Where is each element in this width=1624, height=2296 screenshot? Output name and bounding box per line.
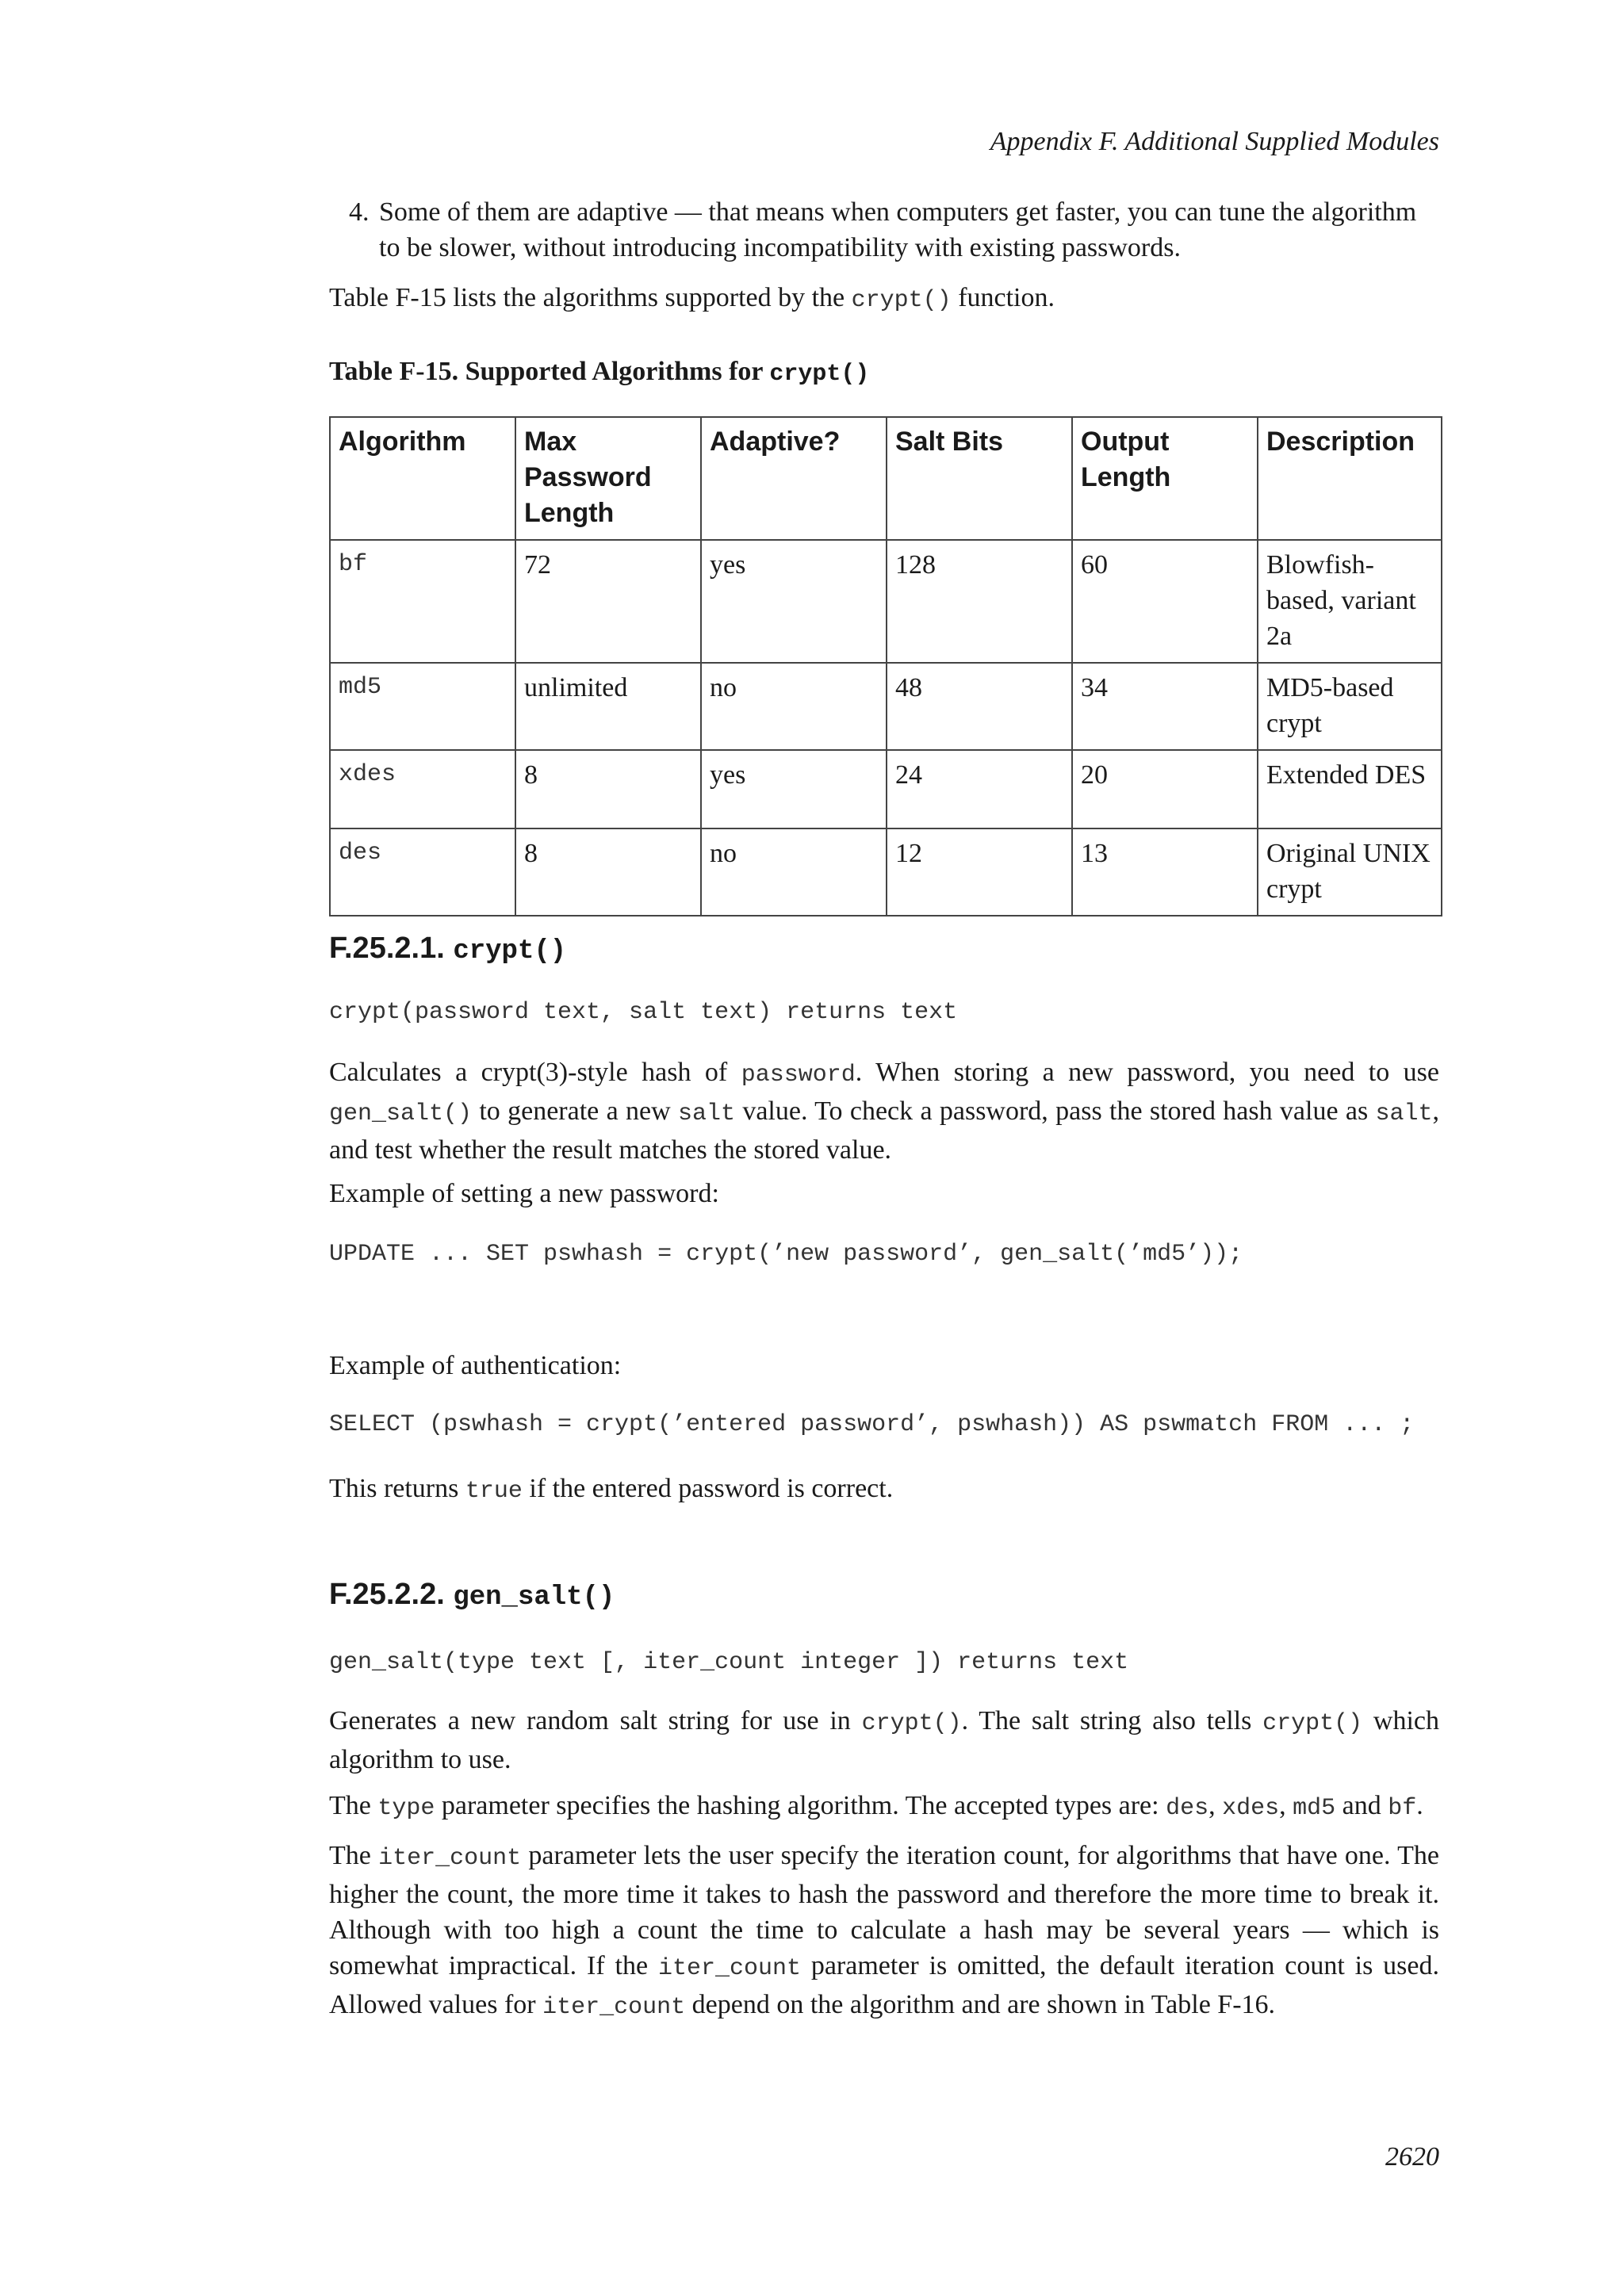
table-title-code: crypt() [769,361,870,388]
table-row [330,663,1442,750]
section-heading-crypt [329,932,566,966]
inline-code: iter_count [657,1955,801,1982]
desc-text: to generate a new [479,1096,671,1126]
para-text: depend on the algorithm and are shown in Table F-16. [691,1990,1276,2019]
section-function-name: crypt() [453,936,567,966]
para-text: parameter is omitted, the default iteration count is used. Allowed values for [329,1951,1439,2019]
header-salt-bits: Salt Bits [887,417,1072,540]
table-title [329,357,869,388]
inline-code: true [465,1478,523,1505]
cell-adaptive: yes [701,540,887,663]
cell-description: Original UNIX crypt [1258,828,1442,916]
para-text: . [1416,1791,1423,1820]
list-number: 4. [349,197,370,227]
section-heading-gen-salt [329,1578,615,1613]
header-max-password-length: Max Password Length [515,417,701,540]
cell-algorithm: xdes [330,750,515,828]
example2-label: Example of authentication: [329,1351,622,1380]
cell-max-length: unlimited [515,663,701,750]
desc-text: . When storing a new password, you need to use [855,1058,1440,1087]
example2-code: SELECT (pswhash = crypt(’entered password’, pswhash)) AS pswmatch FROM ... ; [329,1411,1415,1438]
cell-output-length: 60 [1072,540,1258,663]
list-item-4 [349,194,1439,266]
para-text: and [1342,1791,1381,1820]
section-function-name: gen_salt() [453,1582,615,1613]
inline-code: password [741,1062,856,1089]
inline-code: salt [677,1100,735,1127]
gen-salt-paragraph-3 [329,1838,1439,2026]
inline-code: iter_count [378,1845,522,1872]
cell-max-length: 8 [515,750,701,828]
inline-code: crypt() [1262,1710,1363,1737]
desc-text: Calculates a crypt(3)-style hash of [329,1058,728,1087]
cell-salt-bits: 12 [887,828,1072,916]
crypt-synopsis: crypt(password text, salt text) returns text [329,999,958,1026]
header-description: Description [1258,417,1442,540]
inline-code: iter_count [542,1994,686,2021]
intro-text: Table F-15 lists the algorithms supported by the [329,283,845,312]
crypt-description [329,1054,1439,1168]
section-number: F.25.2.1. [329,932,445,965]
cell-output-length: 13 [1072,828,1258,916]
table-row [330,750,1442,828]
cell-algorithm: des [330,828,515,916]
cell-salt-bits: 48 [887,663,1072,750]
cell-max-length: 8 [515,828,701,916]
inline-code: md5 [1293,1795,1336,1822]
cell-adaptive: no [701,663,887,750]
algorithms-table [329,416,1442,916]
table-row [330,828,1442,916]
para-text: Generates a new random salt string for use in [329,1706,851,1735]
inline-code: bf [1388,1795,1417,1822]
page-number: 2620 [1385,2142,1439,2172]
cell-output-length: 34 [1072,663,1258,750]
returns-text: if the entered password is correct. [529,1474,894,1503]
cell-salt-bits: 128 [887,540,1072,663]
desc-text: , and test whether the result matches the stored value. [329,1096,1440,1165]
header-output-length: Output Length [1072,417,1258,540]
cell-description: Extended DES [1258,750,1442,828]
gen-salt-paragraph-1 [329,1703,1439,1777]
table-title-text: Table F-15. Supported Algorithms for [329,357,763,386]
section-number: F.25.2.2. [329,1578,445,1611]
inline-code: salt [1375,1100,1433,1127]
cell-algorithm: bf [330,540,515,663]
gen-salt-paragraph-2 [329,1788,1439,1827]
desc-text: value. To check a password, pass the stored hash value as [742,1096,1369,1126]
inline-code: xdes [1222,1795,1280,1822]
gen-salt-synopsis: gen_salt(type text [, iter_count integer ]) returns text [329,1649,1129,1676]
cell-algorithm: md5 [330,663,515,750]
returns-paragraph [329,1471,1439,1510]
inline-code: crypt() [851,287,952,314]
para-text: The [329,1791,371,1820]
inline-code: crypt() [861,1710,962,1737]
cell-salt-bits: 24 [887,750,1072,828]
returns-text: This returns [329,1474,459,1503]
para-text: . The salt string also tells [961,1706,1252,1735]
example1-label: Example of setting a new password: [329,1179,719,1208]
inline-code: type [377,1795,435,1822]
intro-text-end: function. [958,283,1055,312]
running-header: Appendix F. Additional Supplied Modules [990,127,1439,156]
header-adaptive: Adaptive? [701,417,887,540]
cell-output-length: 20 [1072,750,1258,828]
cell-adaptive: no [701,828,887,916]
header-algorithm: Algorithm [330,417,515,540]
list-text: Some of them are adaptive — that means when computers get faster, you can tune the algorithm to be slower, without introducing incompatibility with existing passwords. [379,197,1417,262]
cell-description: Blowfish-based, variant 2a [1258,540,1442,663]
cell-adaptive: yes [701,750,887,828]
inline-code: gen_salt() [329,1100,473,1127]
separator: , [1208,1791,1216,1820]
cell-max-length: 72 [515,540,701,663]
intro-paragraph [329,280,1439,319]
para-text: parameter specifies the hashing algorithm. The accepted types are: [441,1791,1159,1820]
table-row [330,540,1442,663]
example1-code: UPDATE ... SET pswhash = crypt(’new password’, gen_salt(’md5’)); [329,1241,1243,1268]
para-text: which algorithm to use. [329,1706,1440,1774]
para-text: The [329,1841,371,1870]
cell-description: MD5-based crypt [1258,663,1442,750]
inline-code: des [1166,1795,1209,1822]
table-header-row [330,417,1442,540]
para-text: parameter lets the user specify the iteration count, for algorithms that have one. The higher the count, the more time it takes to hash the password and therefore the more time to break it. Although with too high a count the time to calculate a hash may be several years — which is somewhat impractical. If the [329,1841,1440,1980]
separator: , [1279,1791,1286,1820]
